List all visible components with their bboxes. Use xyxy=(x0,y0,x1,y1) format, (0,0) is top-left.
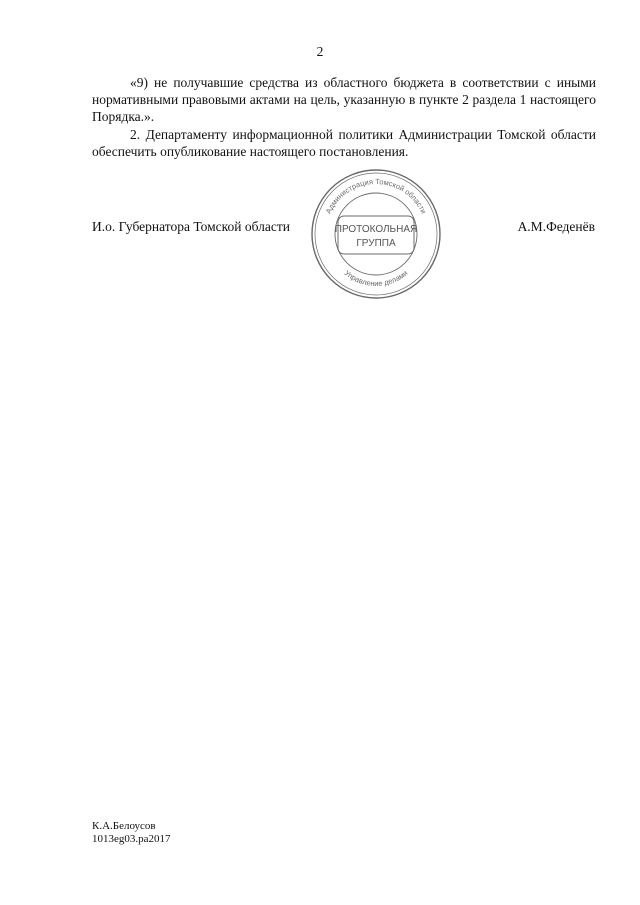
paragraph-1 xyxy=(92,74,596,125)
signatory-name: А.М.Феденёв xyxy=(517,219,595,234)
paragraph-1-text: «9) не получавшие средства из областного бюджета в соответствии с иными нормативными правовыми актами на цель, указанную в пункте 2 раздела 1 настоящего Порядка.». xyxy=(92,75,596,124)
page-number: 2 xyxy=(316,44,324,59)
official-stamp xyxy=(308,166,444,302)
footer-doc-code: 1013eg03.pa2017 xyxy=(92,833,171,845)
stamp-line-2: ГРУППА xyxy=(356,238,396,249)
svg-text:Управление делами xyxy=(343,268,410,288)
footer-author: К.А.Белоусов xyxy=(92,820,156,832)
paragraph-2 xyxy=(92,126,596,160)
stamp-seal-graphic xyxy=(308,166,444,302)
stamp-line-1: ПРОТОКОЛЬНАЯ xyxy=(334,224,418,235)
paragraph-2-text: 2. Департаменту информационной политики Администрации Томской области обеспечить опубликование настоящего постановления. xyxy=(92,127,596,159)
svg-text:Администрация Томской области xyxy=(324,177,429,215)
document-footer xyxy=(92,820,171,846)
signatory-title: И.о. Губернатора Томской области xyxy=(92,219,290,234)
stamp-ring-bottom-text: Управление делами xyxy=(342,268,410,289)
stamp-ring-top-text: Администрация Томской области xyxy=(323,176,429,216)
